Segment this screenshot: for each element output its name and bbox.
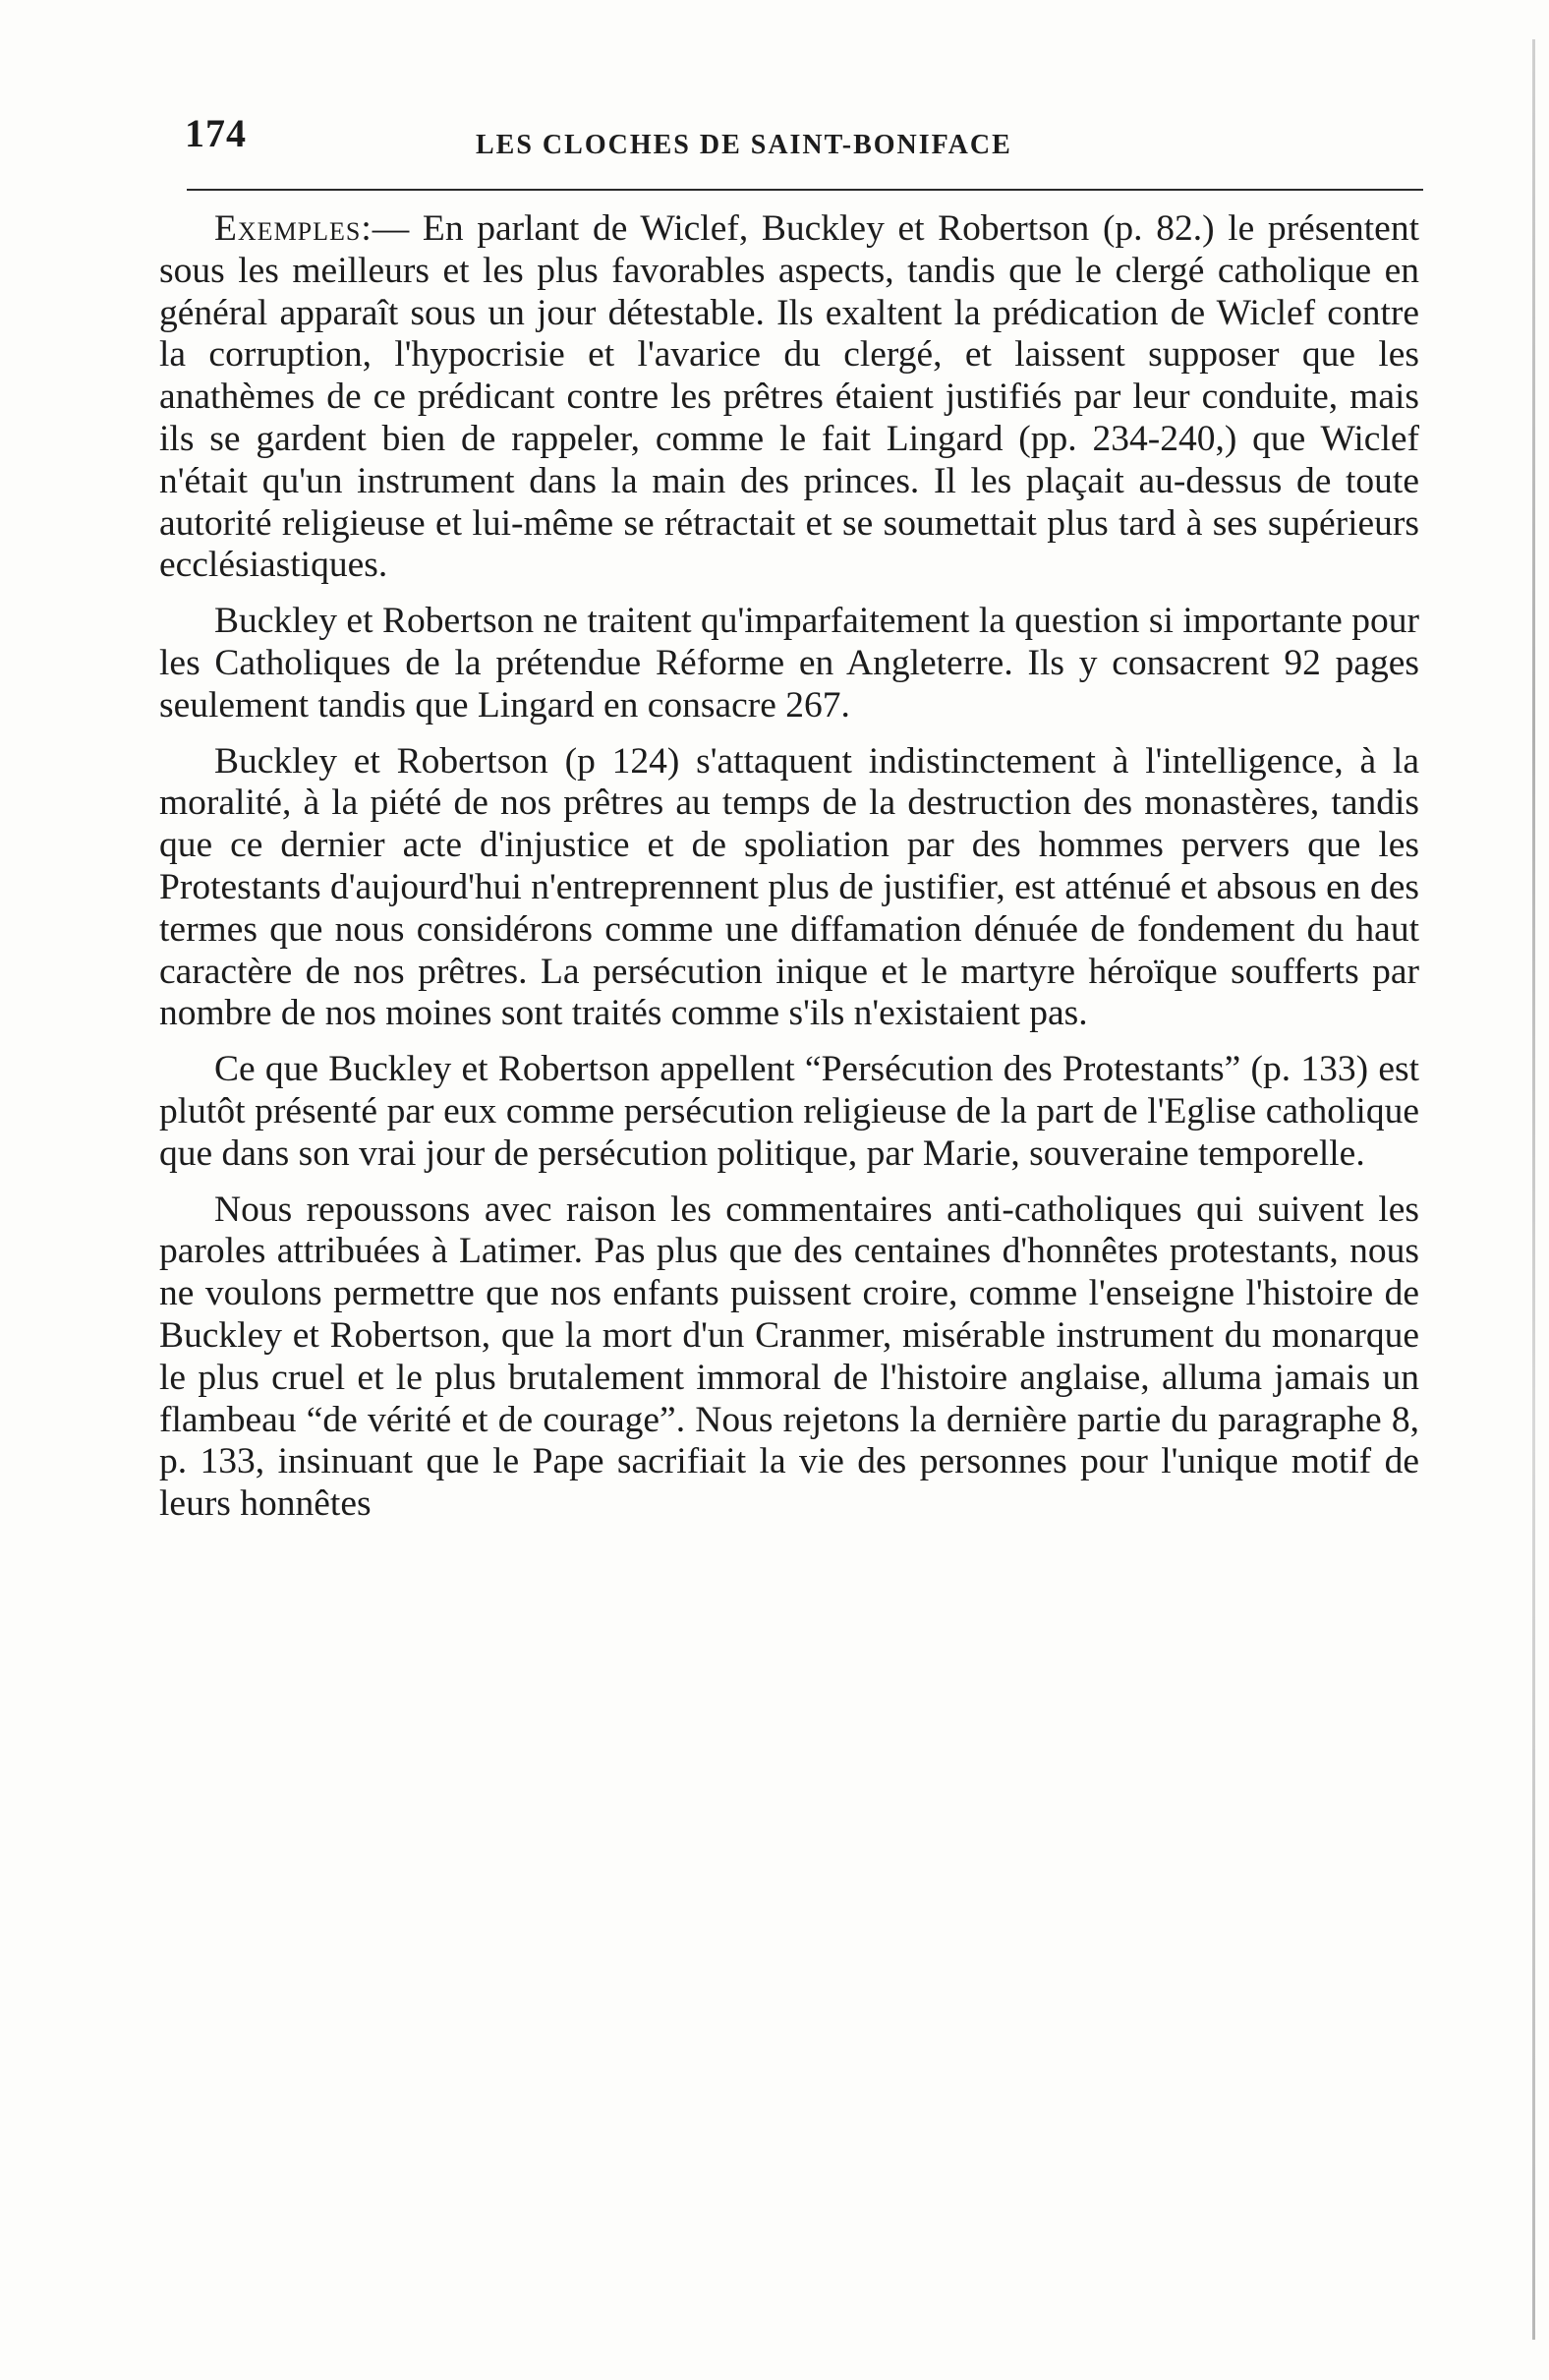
page-header <box>185 110 1423 169</box>
paragraph-latimer <box>159 1190 1419 1526</box>
header-rule <box>187 189 1423 191</box>
paragraph-text: Buckley et Robertson (p 124) s'attaquent indistinctement à l'intelligence, à la moralité, à la piété de nos prêtres au temps de la destruction des monastères, tandis que ce dernier acte d'injustice et de spoliation par des hommes pervers que les Protestants d'aujourd'hui n'entreprennent plus de justifier, est atténué et absous en des termes que nous considérons comme une diffamation dénuée de fondement du haut caractère de nos prêtres. La persécution inique et le martyre héroïque soufferts par nombre de nos moines sont traités comme s'ils n'existaient pas. <box>159 740 1419 1034</box>
paragraph-text: Nous repoussons avec raison les commentaires anti-catholiques qui suivent les paroles attribuées à Latimer. Pas plus que des centaines d'honnêtes protestants, nous ne voulons permettre que nos enfants puissent croire, comme l'enseigne l'histoire de Buckley et Robertson, que la mort d'un Cranmer, misérable instrument du monarque le plus cruel et le plus brutalement immoral de l'histoire anglaise, alluma jamais un flambeau “de vérité et de courage”. Nous rejetons la dernière partie du paragraphe 8, p. 133, insinuant que le Pape sacrifiait la vie des personnes pour l'unique motif de leurs honnêtes <box>159 1189 1419 1525</box>
paragraph-lead: Exemples: <box>214 208 373 249</box>
paragraph-text: Buckley et Robertson ne traitent qu'imparfaitement la question si importante pour les Catholiques de la prétendue Réforme en Angleterre. Ils y consacrent 92 pages seulement tandis que Lingard en consacre 267. <box>159 601 1419 726</box>
page-number: 174 <box>185 111 247 155</box>
running-title: LES CLOCHES DE SAINT-BONIFACE <box>476 130 1012 160</box>
paragraph-text: — En parlant de Wiclef, Buckley et Robertson (p. 82.) le présentent sous les meilleurs et les plus favorables aspects, tandis que le clergé catholique en général apparaît sous un jour détestable. Ils exaltent la prédication de Wiclef contre la corruption, l'hypocrisie et l'avarice du clergé, et laissent supposer que les anathèmes de ce prédicant contre les prêtres étaient justifiés par leur conduite, mais ils se gardent bien de rappeler, comme le fait Lingard (pp. 234-240,) que Wiclef n'était qu'un instrument dans la main des princes. Il les plaçait au-dessus de toute autorité religieuse et lui-même se rétractait et se soumettait plus tard à ses supérieurs ecclésiastiques. <box>159 208 1419 586</box>
body-text <box>159 208 1419 1539</box>
paragraph-persecution <box>159 1049 1419 1175</box>
paragraph-reforme <box>159 601 1419 726</box>
paragraph-text: Ce que Buckley et Robertson appellent “Persécution des Protestants” (p. 133) est plutôt présenté par eux comme persécution religieuse de la part de l'Eglise catholique que dans son vrai jour de persécution politique, par Marie, souveraine temporelle. <box>159 1049 1419 1174</box>
page-edge-shadow <box>1532 39 1535 2340</box>
paragraph-monasteres <box>159 741 1419 1036</box>
paragraph-examples <box>159 208 1419 587</box>
